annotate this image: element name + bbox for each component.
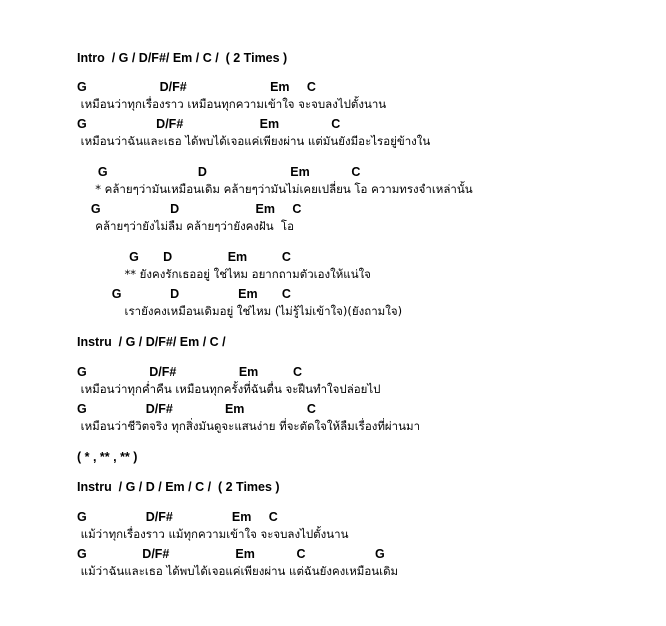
chord-line: G D Em C [77, 250, 291, 264]
lyric-line: เรายังคงเหมือนเดิมอยู่ ใช่ไหม (ไม่รู้ไม่เข้าใจ)(ยังถามใจ) [77, 304, 403, 318]
lyric-line: แม้ว่าฉันและเธอ ได้พบได้เจอแค่เพียงผ่าน แต่ฉันยังคงเหมือนเดิม [77, 564, 399, 578]
lyric-line: แม้ว่าทุกเรื่องราว แม้ทุกความเข้าใจ จะจบลงไปตั้งนาน [77, 527, 349, 541]
chord-line: G D Em C [77, 165, 361, 179]
chord-line: G D/F# Em C [77, 365, 303, 379]
chord-line: Instru / G / D / Em / C / ( 2 Times ) [77, 480, 280, 494]
lyric-line: * คล้ายๆว่ามันเหมือนเดิม คล้ายๆว่ามันไม่เคยเปลี่ยน โอ ความทรงจำเหล่านั้น [77, 182, 473, 196]
chord-line: G D/F# Em C [77, 80, 316, 94]
chord-line: ( * , ** , ** ) [77, 450, 138, 464]
lyric-line: เหมือนว่าฉันและเธอ ได้พบได้เจอแค่เพียงผ่าน แต่มันยังมีอะไรอยู่ข้างใน [77, 134, 431, 148]
lyric-line: เหมือนว่าทุกเรื่องราว เหมือนทุกความเข้าใจ จะจบลงไปตั้งนาน [77, 97, 387, 111]
chord-line: G D/F# Em C [77, 510, 278, 524]
chord-line: G D Em C [77, 287, 291, 301]
chord-line: G D/F# Em C [77, 402, 316, 416]
lyric-line: เหมือนว่าทุกค่ำคืน เหมือนทุกครั้งที่ฉันตื่น จะฝืนทำใจปล่อยไป [77, 382, 381, 396]
chord-line: G D Em C [77, 202, 302, 216]
lyric-line: คล้ายๆว่ายังไม่ลืม คล้ายๆว่ายังคงฝัน โอ [77, 219, 294, 233]
lyric-line: เหมือนว่าชีวิตจริง ทุกสิ่งมันดูจะแสนง่าย ที่จะตัดใจให้ลืมเรื่องที่ผ่านมา [77, 419, 421, 433]
chord-line: G D/F# Em C G [77, 547, 385, 561]
lyric-line: ** ยังคงรักเธออยู่ ใช่ไหม อยากถามตัวเองให้แน่ใจ [77, 267, 371, 281]
chord-line: G D/F# Em C [77, 117, 341, 131]
chord-line: Instru / G / D/F#/ Em / C / [77, 335, 226, 349]
chord-line: Intro / G / D/F#/ Em / C / ( 2 Times ) [77, 51, 288, 65]
